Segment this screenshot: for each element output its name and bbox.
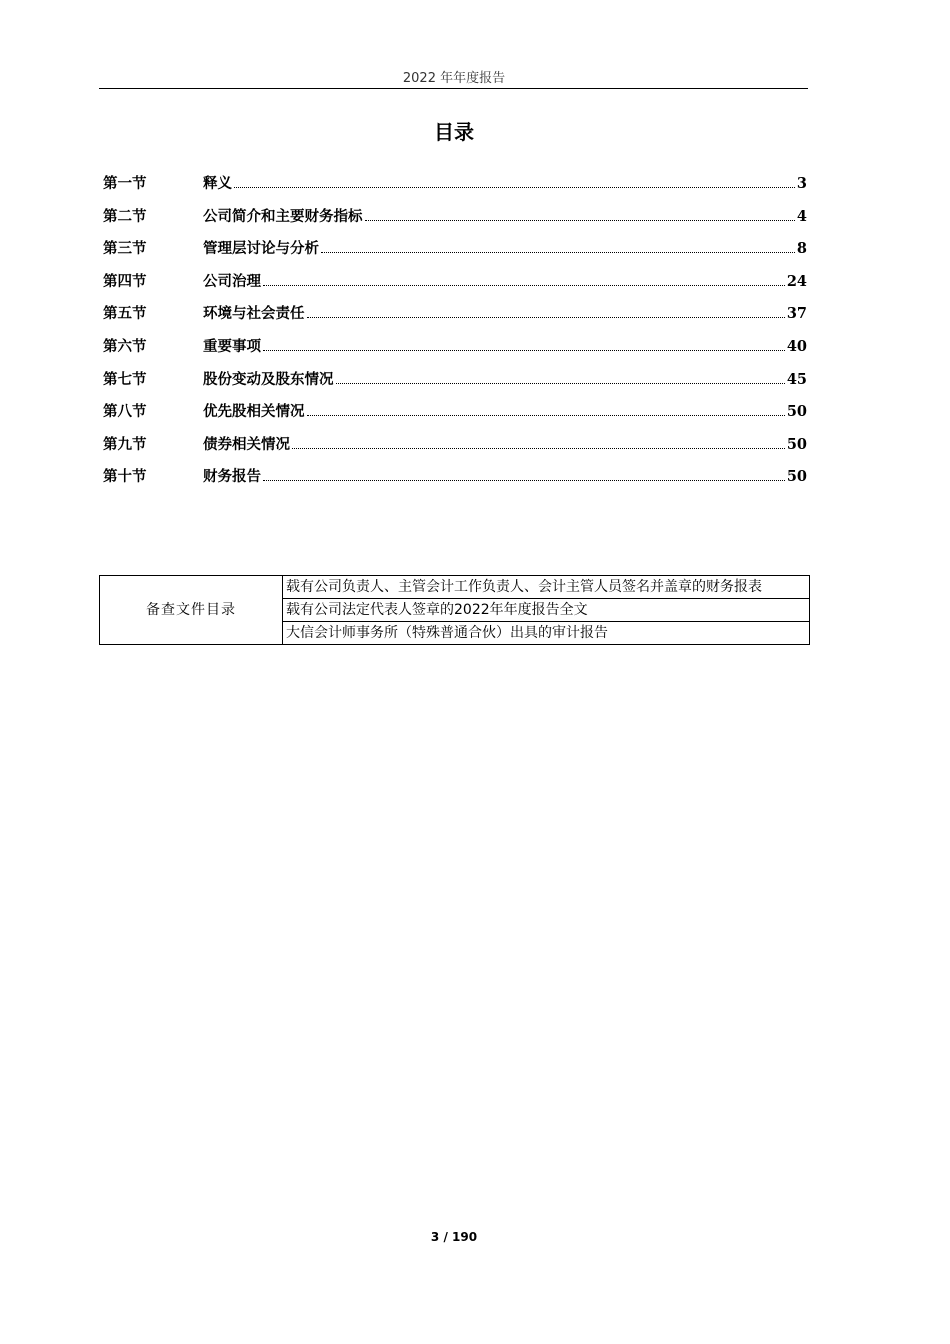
page-number-footer: 3 / 190 bbox=[430, 1230, 478, 1244]
toc-section-number: 第八节 bbox=[103, 404, 147, 421]
reference-doc-item: 大信会计师事务所（特殊普通合伙）出具的审计报告 bbox=[283, 622, 810, 645]
table-row bbox=[100, 576, 810, 599]
toc-item[interactable] bbox=[103, 237, 807, 270]
reference-doc-item: 载有公司法定代表人签章的2022年年度报告全文 bbox=[283, 599, 810, 622]
toc-leader-dots bbox=[307, 403, 785, 416]
toc-leader-dots bbox=[263, 468, 785, 481]
toc-section-number: 第七节 bbox=[103, 371, 147, 388]
toc-section-number: 第二节 bbox=[103, 208, 147, 225]
toc-leader-dots bbox=[321, 240, 795, 253]
toc-item[interactable] bbox=[103, 335, 807, 368]
toc-section-number: 第九节 bbox=[103, 436, 147, 453]
toc-section-number: 第五节 bbox=[103, 306, 147, 323]
toc-section-name: 股份变动及股东情况 bbox=[203, 371, 334, 388]
toc-item[interactable] bbox=[103, 400, 807, 433]
toc-item[interactable] bbox=[103, 302, 807, 335]
toc-section-name: 公司简介和主要财务指标 bbox=[203, 208, 363, 225]
header-rule bbox=[99, 88, 808, 89]
toc-page-number: 24 bbox=[786, 272, 807, 290]
toc-leader-dots bbox=[336, 371, 785, 384]
toc-list bbox=[103, 172, 807, 498]
toc-item[interactable] bbox=[103, 368, 807, 401]
running-header: 2022 年年度报告 bbox=[402, 71, 506, 86]
toc-section-name: 管理层讨论与分析 bbox=[203, 241, 319, 258]
toc-section-number: 第四节 bbox=[103, 273, 147, 290]
toc-page-number: 4 bbox=[796, 207, 807, 225]
toc-section-name: 债券相关情况 bbox=[203, 436, 290, 453]
toc-section-number: 第六节 bbox=[103, 338, 147, 355]
toc-page-number: 50 bbox=[786, 403, 807, 421]
toc-item[interactable] bbox=[103, 465, 807, 498]
toc-leader-dots bbox=[263, 338, 785, 351]
toc-section-name: 优先股相关情况 bbox=[203, 404, 305, 421]
toc-leader-dots bbox=[307, 305, 785, 318]
reference-docs-label: 备查文件目录 bbox=[100, 576, 283, 645]
reference-documents-table bbox=[99, 575, 810, 645]
toc-item[interactable] bbox=[103, 205, 807, 238]
toc-section-number: 第一节 bbox=[103, 176, 147, 192]
toc-section-name: 重要事项 bbox=[203, 338, 261, 355]
toc-section-name: 环境与社会责任 bbox=[203, 306, 305, 323]
toc-page-number: 50 bbox=[786, 435, 807, 453]
toc-section-name: 公司治理 bbox=[203, 273, 261, 290]
toc-item[interactable] bbox=[103, 172, 807, 205]
toc-item[interactable] bbox=[103, 433, 807, 466]
toc-item[interactable] bbox=[103, 270, 807, 303]
toc-section-name: 释义 bbox=[203, 176, 232, 192]
toc-leader-dots bbox=[292, 436, 785, 449]
toc-page-number: 37 bbox=[786, 305, 807, 323]
toc-page-number: 40 bbox=[786, 337, 807, 355]
toc-page-number: 8 bbox=[796, 240, 807, 258]
toc-leader-dots bbox=[365, 208, 795, 221]
toc-title: 目录 bbox=[434, 120, 474, 144]
toc-page-number: 50 bbox=[786, 468, 807, 486]
toc-leader-dots bbox=[234, 175, 795, 188]
toc-section-number: 第十节 bbox=[103, 469, 147, 486]
reference-doc-item: 载有公司负责人、主管会计工作负责人、会计主管人员签名并盖章的财务报表 bbox=[283, 576, 810, 599]
toc-section-name: 财务报告 bbox=[203, 469, 261, 486]
toc-page-number: 3 bbox=[796, 175, 807, 192]
toc-section-number: 第三节 bbox=[103, 241, 147, 258]
toc-page-number: 45 bbox=[786, 370, 807, 388]
toc-leader-dots bbox=[263, 273, 785, 286]
